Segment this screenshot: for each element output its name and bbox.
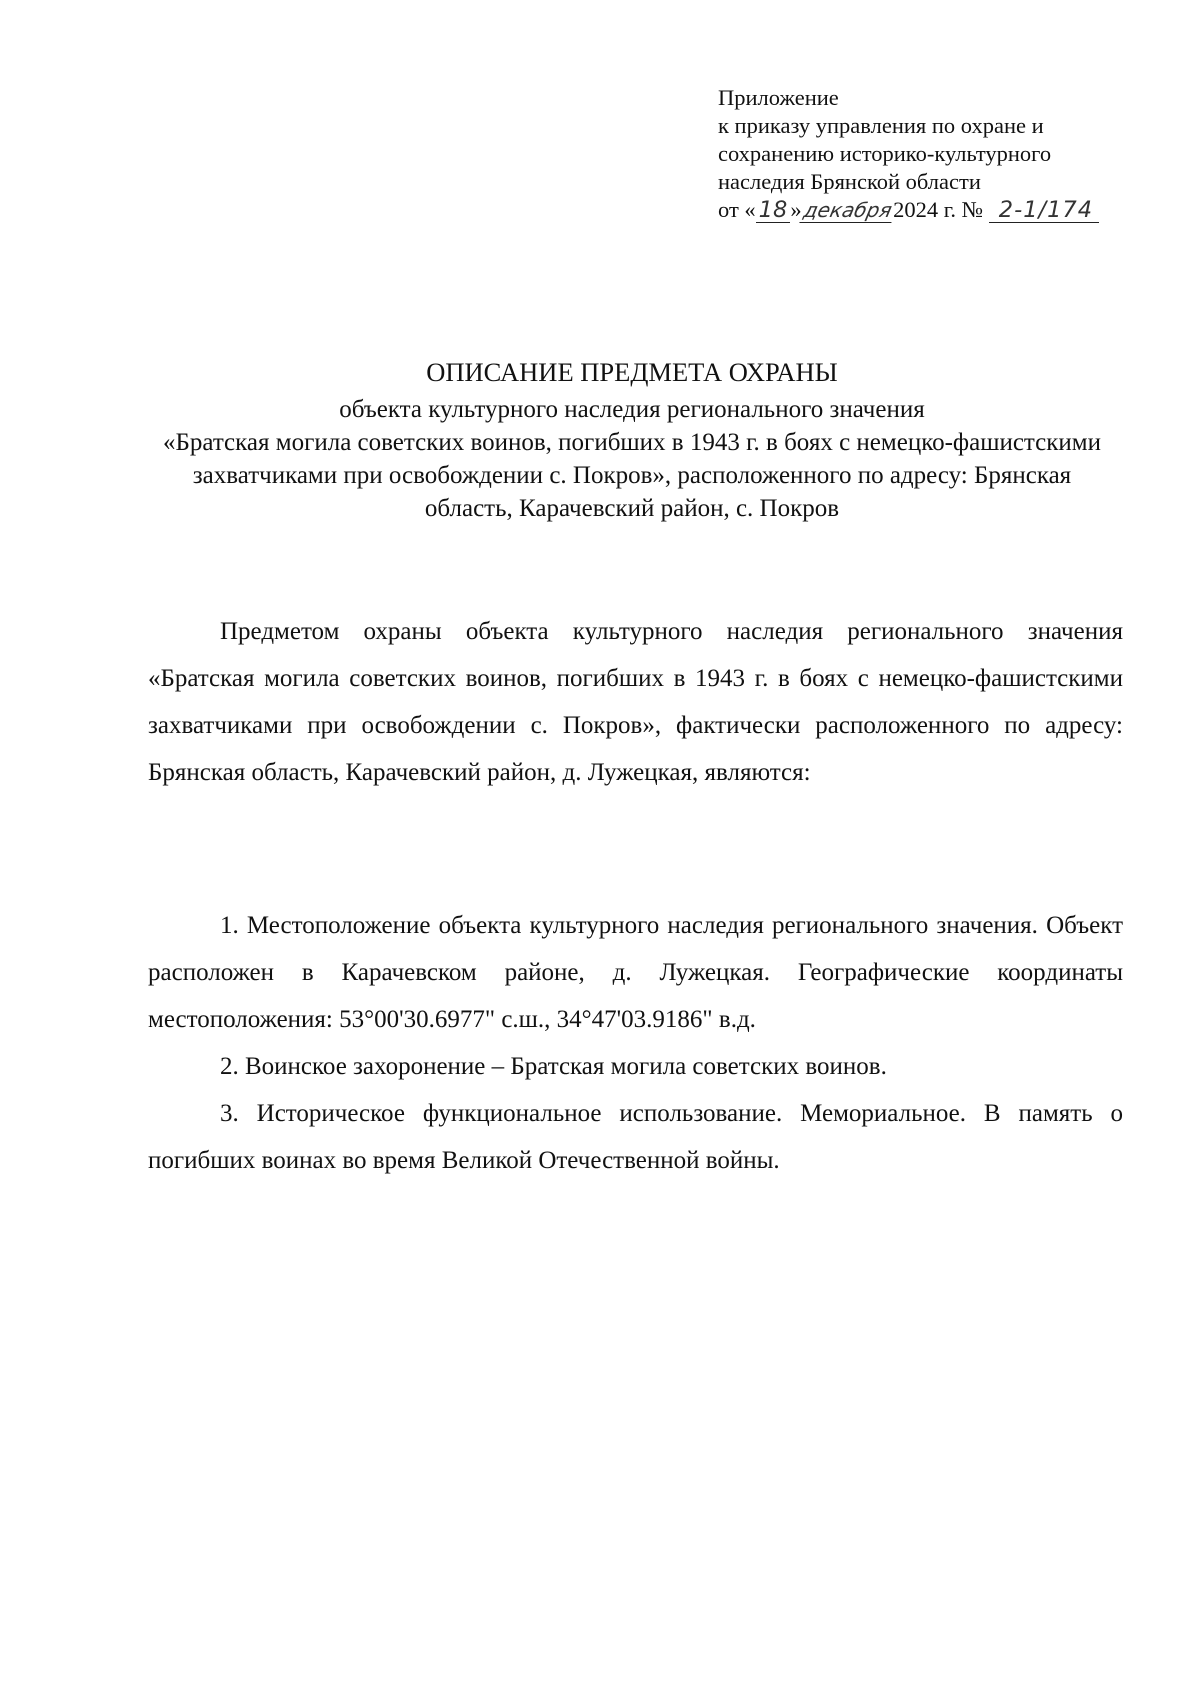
appendix-date-line — [718, 196, 1158, 224]
title-block — [140, 356, 1124, 525]
appendix-block — [718, 84, 1158, 224]
items-list — [148, 902, 1123, 1184]
appendix-order-line: наследия Брянской области — [718, 169, 981, 194]
date-prefix: от « — [718, 197, 756, 222]
intro-section — [148, 608, 1123, 796]
list-item: 3. Историческое функциональное использование. Мемориальное. В память о погибших воинах во время Великой Отечественной войны. — [148, 1100, 1123, 1174]
handwritten-order-number: 2-1/174 — [989, 198, 1099, 223]
list-item: 1. Местоположение объекта культурного наследия регионального значения. Объект расположен в Карачевском районе, д. Лужецкая. Географические координаты местоположения: 53°00'30.6977" с.ш., 34°47'03.9186" в.д. — [148, 912, 1123, 1033]
handwritten-month: декабря — [799, 198, 896, 223]
document-subtitle: объекта культурного наследия регионального значения — [339, 396, 925, 423]
list-item: 2. Воинское захоронение – Братская могила советских воинов. — [220, 1053, 887, 1080]
intro-paragraph: Предметом охраны объекта культурного наследия регионального значения «Братская могила советских воинов, погибших в 1943 г. в боях с немецко-фашистскими захватчиками при освобождении с. Покров», фактически расположенного по адресу: Брянская область, Карачевский район, д. Лужецкая, являются: — [148, 618, 1123, 786]
date-year: 2024 г. № — [893, 197, 984, 222]
date-separator: » — [790, 197, 802, 222]
appendix-order-line: к приказу управления по охране и — [718, 113, 1044, 138]
handwritten-day: 18 — [756, 198, 791, 223]
appendix-order-line: сохранению историко-культурного — [718, 141, 1052, 166]
document-heading: ОПИСАНИЕ ПРЕДМЕТА ОХРАНЫ — [426, 357, 838, 387]
object-name: «Братская могила советских воинов, погибших в 1943 г. в боях с немецко-фашистскими захватчиками при освобождении с. Покров», расположенного по адресу: Брянская область, Карачевский район, с. Покров — [163, 429, 1101, 522]
appendix-label: Приложение — [718, 85, 839, 110]
